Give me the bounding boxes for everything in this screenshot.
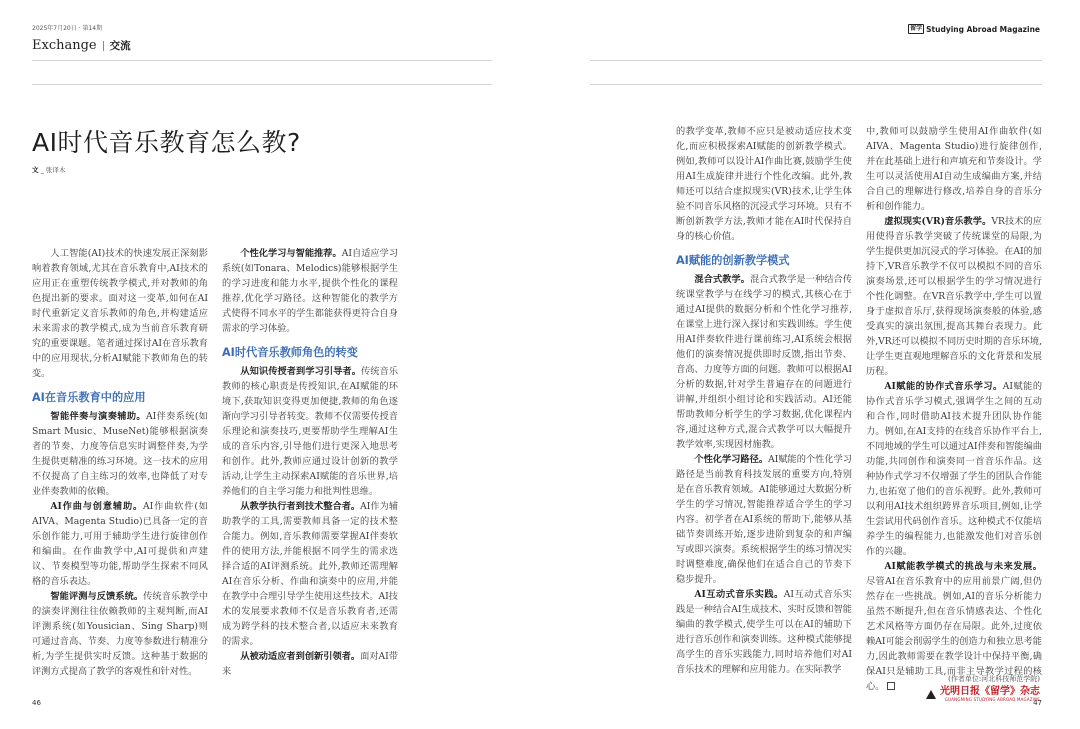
paragraph [676,272,852,452]
paragraph-body: VR技术的应用使得音乐教学突破了传统课堂的局限,为学生提供更加沉浸式的学习体验。在AI的加持下,VR音乐教学不仅可以模拟不同的音乐演奏场景,还可以根据学生的学习情况进行个性化调整。在VR音乐教学中,学生可以置身于虚拟音乐厅,获得现场演奏般的体验,感受真实的演出氛围,提高其舞台表现力。此外,VR还可以模拟不同历史时期的音乐环境,让学生更直观地理解音乐的文化背景和发展历程。 [866,216,1042,377]
intro-paragraph [32,246,208,381]
paragraph-body: AI赋能的个性化学习路径是当前教育科技发展的重要方向,特别是在音乐教育领域。AI能够通过大数据分析学生的学习情况,智能推荐适合学生的学习内容。初学者在AI系统的帮助下,能够从基础节奏训练开始,逐步进阶到复杂的和声编写或即兴演奏。系统根据学生的练习情况实时调整难度,确保他们在适合自己的节奏下稳步提升。 [676,454,852,585]
paragraph [32,589,208,679]
paragraph-body: AI作为辅助教学的工具,需要教师具备一定的技术整合能力。例如,音乐教师需要掌握AI伴奏软件的使用方法,并能根据不同学生的需求选择合适的AI评测系统。此外,教师还需理解AI在音乐分析、作曲和演奏中的应用,并能在教学中合理引导学生使用这些技术。AI技术的发展要求教师不仅是音乐教育者,还需成为跨学科的技术整合者,以适应未来教育的需求。 [222,501,399,647]
header-rule-left [32,60,492,61]
section-heading: AI赋能的创新教学模式 [676,254,790,267]
paragraph-lead: AI赋能的协作式音乐学习。 [884,381,1003,392]
paragraph-body: 面对AI带来 [222,651,399,677]
byline-separator: _ [40,166,44,174]
paragraph [222,364,398,499]
paragraph-lead: 从教学执行者到技术整合者。 [240,501,361,512]
paragraph [866,379,1042,559]
header-rule-left-lower [32,84,492,85]
paragraph-body: 传统音乐教学中的演奏评测往往依赖教师的主观判断,而AI评测系统(如Yousician、Sing Sharp)则可通过音高、节奏、力度等参数进行精准分析,为学生提供实时反馈。这种基于数据的评测方式提高了教学的客观性和针对性。 [32,591,209,677]
paragraph [222,499,398,649]
paragraph-body: AI自适应学习系统(如Tonara、Melodics)能够根据学生的学习进度和能力水平,提供个性化的课程推荐,优化学习路径。这种智能化的教学方式使得不同水平的学生都能获得更符合自身需求的学习体验。 [222,248,399,334]
paragraph-body: AI互动式音乐实践是一种结合AI生成技术、实时反馈和智能编曲的教学模式,使学生可以在AI的辅助下进行音乐创作和演奏训练。这种模式能够提高学生的音乐实践能力,同时培养他们对AI音乐技术的理解和应用能力。在实际教学 [676,589,852,675]
byline-label: 文 [32,166,39,174]
header-rule-right-lower [590,84,1042,85]
issue-date: 2025年7月20日 · 第14期 [32,25,103,32]
paragraph [222,246,398,336]
magazine-footer-logo [926,686,1040,702]
paragraph [32,409,208,499]
paragraph-body: 人工智能(AI)技术的快速发展正深刻影响着教育领域,尤其在音乐教育中,AI技术的应用正在重塑传统教学模式,并对教师的角色提出新的要求。面对这一变革,如何在AI时代重新定义音乐教师的角色,并构建适应未来需求的教学模式,成为当前音乐教育研究的重要课题。笔者通过探讨AI在音乐教育中的应用现状,分析AI赋能下教师角色的转变。 [32,248,208,379]
paragraph-body: AI作曲软件(如AIVA、Magenta Studio)已具备一定的音乐创作能力,可用于辅助学生进行旋律创作和编曲。在作曲教学中,AI可提供和声建议、节奏模型等功能,帮助学生探索不同风格的音乐表达。 [32,501,208,587]
end-square-icon [887,682,895,690]
magazine-header [908,24,1040,34]
paragraph [676,587,852,677]
page-number-right: 47 [1033,699,1042,707]
magazine-logo-name-en: GUANGMING STUDYING ABROAD MAGAZINE [944,697,1040,702]
author-name: 张译木 [45,166,66,174]
left-column-2 [222,246,398,679]
section-tag [32,38,131,53]
magazine-name: Studying Abroad Magazine [926,24,1040,34]
paragraph-body: 的教学变革,教师不应只是被动适应技术变化,而应积极探索AI赋能的创新教学模式。例如,教师可以设计AI作曲比赛,鼓励学生使用AI生成旋律并进行个性化改编。此外,教师还可以结合虚拟现实(VR)技术,让学生体验不同音乐风格的沉浸式学习环境。只有不断创新教学方法,教师才能在AI时代保持自身的核心价值。 [676,126,852,242]
paragraph [866,214,1042,379]
paragraph [222,649,398,679]
paragraph-lead: AI作曲与创意辅助。 [50,501,144,512]
section-heading: AI在音乐教育中的应用 [32,391,146,404]
section-name-cn: 交流 [109,40,131,52]
paragraph-lead: 虚拟现实(VR)音乐教学。 [884,216,992,227]
paragraph-body: 尽管AI在音乐教育中的应用前景广阔,但仍然存在一些挑战。例如,AI的音乐分析能力虽然不断提升,但在音乐情感表达、个性化艺术风格等方面仍存在局限。此外,过度依赖AI可能会削弱学生的创造力和独立思考能力,因此教师需要在教学设计中保持平衡,确保AI只是辅助工具,而非主导教学过程的核心。 [866,576,1042,692]
right-column-2 [866,124,1042,694]
article-title: AI时代音乐教育怎么教? [32,128,301,157]
continued-paragraph [866,124,1042,214]
author-affiliation: (作者单位:河北科技师范学院) [948,675,1040,683]
section-divider [103,41,104,51]
paragraph-lead: 智能伴奏与演奏辅助。 [50,411,146,422]
magazine-logo-icon [926,690,936,699]
magazine-badge: 留学 [910,25,923,32]
paragraph-lead: 智能评测与反馈系统。 [50,591,144,602]
paragraph-body: AI伴奏系统(如Smart Music、MuseNet)能够根据演奏者的节奏、力度等信息实时调整伴奏,为学生提供更精准的练习环境。这一技术的应用不仅提高了自主练习的效率,也降低了对专业伴奏教师的依赖。 [32,411,208,497]
paragraph-lead: 混合式教学。 [694,274,751,285]
page-number-left: 46 [32,699,41,707]
section-name-en: Exchange [32,38,97,53]
paragraph-body: AI赋能的协作式音乐学习模式,强调学生之间的互动和合作,同时借助AI技术提升团队协作能力。例如,在AI支持的在线音乐协作平台上,不同地域的学生可以通过AI伴奏和智能编曲功能,共同创作和演奏同一首音乐作品。这种协作式学习不仅增强了学生的团队合作能力,也拓宽了他们的音乐视野。此外,教师可以利用AI技术组织跨界音乐项目,例如,让学生尝试用代码创作音乐。这种模式不仅能培养学生的编程能力,也能激发他们对音乐创作的兴趣。 [866,381,1043,557]
paragraph-lead: AI互动式音乐实践。 [694,589,784,600]
paragraph-lead: 个性化学习路径。 [694,454,769,465]
byline [32,165,65,174]
continued-paragraph [676,124,852,244]
paragraph-body: 混合式教学是一种结合传统课堂教学与在线学习的模式,其核心在于通过AI提供的数据分析和个性化学习推荐,在课堂上进行深入探讨和实践训练。学生使用AI伴奏软件进行课前练习,AI系统会根据他们的演奏情况提供即时反馈,指出节奏、音高、力度等方面的问题。教师可以根据AI分析的数据,针对学生普遍存在的问题进行讲解,并组织小组讨论和实践活动。AI还能帮助教师分析学生的学习数据,优化课程内容,通过这种方式,混合式教学可以大幅提升教学效率,实现因材施教。 [676,274,853,450]
right-column-1 [676,124,852,677]
paragraph-body: 传统音乐教师的核心职责是传授知识,在AI赋能的环境下,获取知识变得更加便捷,教师的角色逐渐向学习引导者转变。教师不仅需要传授音乐理论和演奏技巧,更要帮助学生理解AI生成的音乐内容,引导他们进行更深入地思考和创作。此外,教师应通过设计创新的教学活动,让学生主动探索AI赋能的音乐世界,培养他们的自主学习能力和批判性思维。 [222,366,399,497]
magazine-logo-name-cn: 光明日报《留学》杂志 [940,686,1040,697]
paragraph-body: 中,教师可以鼓励学生使用AI作曲软件(如AIVA、Magenta Studio)进行旋律创作,并在此基础上进行和声填充和节奏设计。学生可以灵活使用AI自动生成编曲方案,并结合自己的理解进行修改,培养自身的音乐分析和创作能力。 [866,126,1042,212]
paragraph-lead: 从知识传授者到学习引导者。 [240,366,361,377]
section-heading: AI时代音乐教师角色的转变 [222,346,358,359]
header-rule-right [590,60,1042,61]
paragraph-lead: 从被动适应者到创新引领者。 [240,651,361,662]
paragraph [676,452,852,587]
paragraph [32,499,208,589]
magazine-logo-text [940,686,1040,702]
paragraph-lead: AI赋能教学模式的挑战与未来发展。 [884,561,1042,572]
paragraph-lead: 个性化学习与智能推荐。 [240,248,342,259]
left-column-1 [32,246,208,679]
